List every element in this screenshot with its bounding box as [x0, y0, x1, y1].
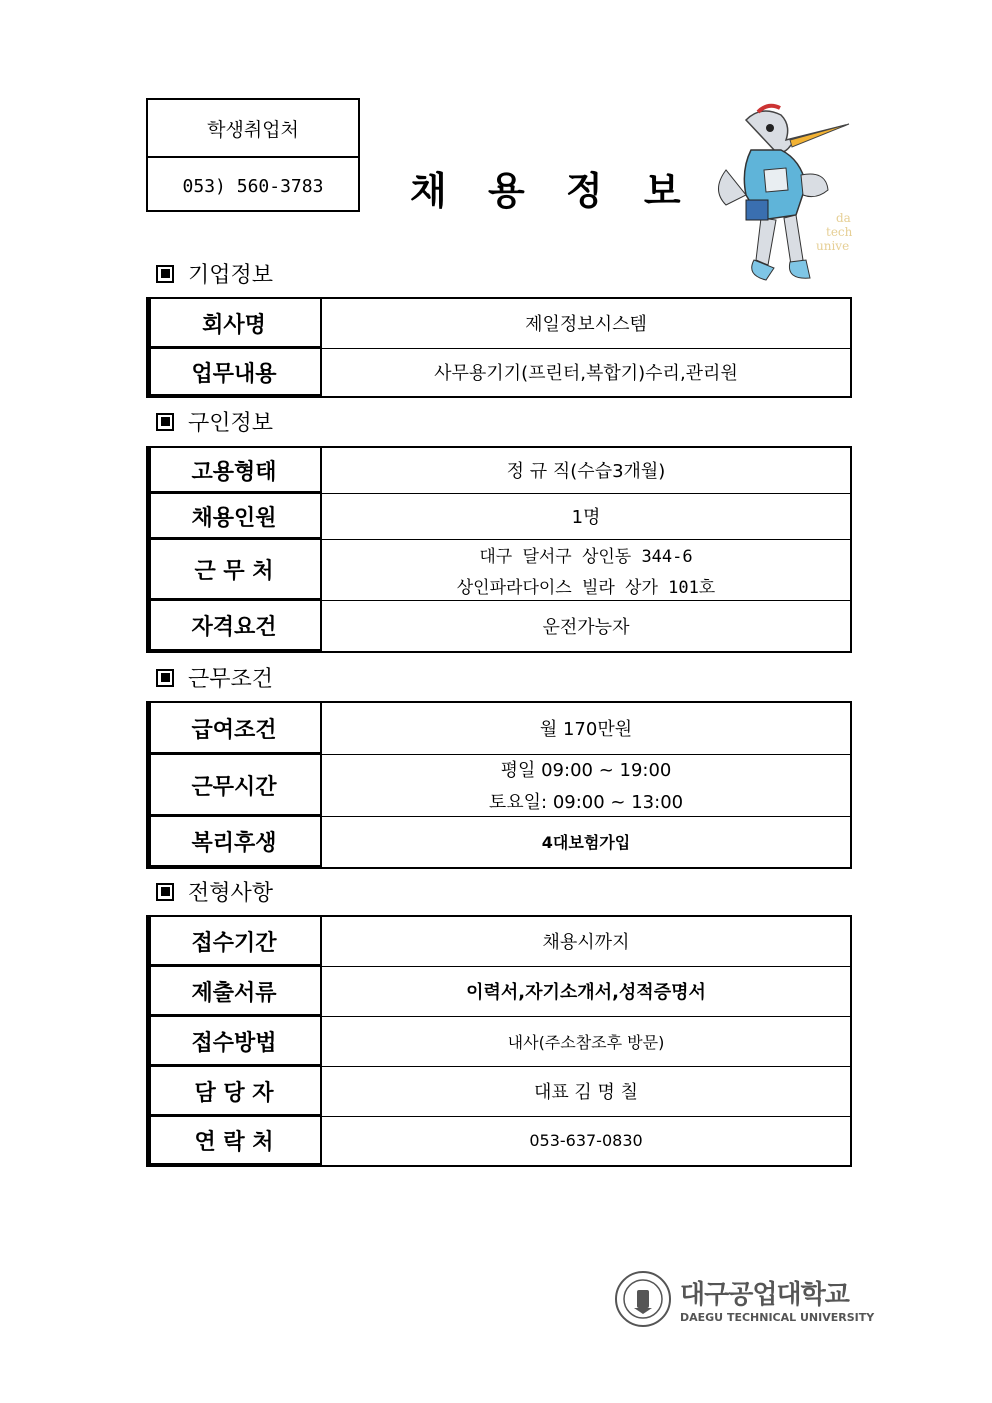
table-row: [147, 1116, 851, 1166]
table-row: [147, 298, 851, 348]
value-work-hours: [321, 754, 851, 816]
table-row: [147, 754, 851, 816]
value-qualification: 운전가능자: [321, 600, 851, 652]
section-heading-company: [156, 258, 273, 289]
work-hours-line-2: 토요일: 09:00 ~ 13:00: [488, 792, 684, 813]
value-documents: 이력서,자기소개서,성적증명서: [321, 966, 851, 1016]
section-heading-screening: [156, 876, 273, 907]
label-company-name: 회사명: [147, 298, 321, 348]
section-title: 구인정보: [188, 411, 274, 436]
value-contact-number: 053-637-0830: [321, 1116, 851, 1166]
square-bullet-icon: [156, 265, 174, 283]
mascot-watermark-3: unive: [816, 239, 850, 253]
table-row: [147, 493, 851, 539]
value-application-method: 내사(주소참조후 방문): [321, 1016, 851, 1066]
table-row: [147, 702, 851, 754]
table-row: [147, 600, 851, 652]
label-contact-number: 연 락 처: [147, 1116, 321, 1166]
university-name-en: DAEGU TECHNICAL UNIVERSITY: [680, 1311, 875, 1324]
label-qualification: 자격요건: [147, 600, 321, 652]
table-row: [147, 1016, 851, 1066]
work-hours-line-1: 평일 09:00 ~ 19:00: [500, 760, 672, 781]
label-contact-person: 담 당 자: [147, 1066, 321, 1116]
label-headcount: 채용인원: [147, 493, 321, 539]
section-title: 전형사항: [188, 881, 274, 906]
label-benefits: 복리후생: [147, 816, 321, 868]
value-benefits: 4대보험가입: [321, 816, 851, 868]
table-row: [147, 348, 851, 397]
table-row: [147, 916, 851, 966]
square-bullet-icon: [156, 883, 174, 901]
crane-mascot-icon: [706, 100, 856, 290]
value-application-period: 채용시까지: [321, 916, 851, 966]
table-row: [147, 966, 851, 1016]
section-title: 기업정보: [188, 263, 274, 288]
section-heading-conditions: [156, 662, 273, 693]
university-seal-icon: [614, 1270, 672, 1328]
section-title: 근무조건: [188, 667, 274, 692]
job-info-table: [146, 446, 852, 653]
label-workplace: 근 무 처: [147, 539, 321, 600]
label-application-period: 접수기간: [147, 916, 321, 966]
table-row: [147, 539, 851, 600]
workplace-line-2: 상인파라다이스 빌라 상가 101호: [456, 577, 716, 598]
conditions-table: [146, 701, 852, 869]
table-row: [147, 1066, 851, 1116]
label-salary: 급여조건: [147, 702, 321, 754]
label-work-hours: 근무시간: [147, 754, 321, 816]
value-employment-type: 정 규 직(수습3개월): [321, 447, 851, 493]
mascot-watermark-2: tech: [826, 225, 853, 239]
university-name-ko: 대구공업대학교: [680, 1280, 849, 1310]
table-row: [147, 816, 851, 868]
office-phone: 053) 560-3783: [148, 156, 358, 214]
label-employment-type: 고용형태: [147, 447, 321, 493]
workplace-line-1: 대구 달서구 상인동 344-6: [479, 546, 693, 567]
table-row: [147, 447, 851, 493]
value-job-duties: 사무용기기(프린터,복합기)수리,관리원: [321, 348, 851, 397]
value-company-name: 제일정보시스템: [321, 298, 851, 348]
university-logo: [614, 1270, 874, 1328]
company-info-table: [146, 297, 852, 398]
office-name: 학생취업처: [207, 118, 299, 141]
label-application-method: 접수방법: [147, 1016, 321, 1066]
value-workplace: [321, 539, 851, 600]
square-bullet-icon: [156, 669, 174, 687]
label-documents: 제출서류: [147, 966, 321, 1016]
value-salary: 월 170만원: [321, 702, 851, 754]
value-contact-person: 대표 김 명 칠: [321, 1066, 851, 1116]
page-title: 채 용 정 보: [410, 169, 695, 213]
label-job-duties: 업무내용: [147, 348, 321, 397]
screening-table: [146, 915, 852, 1167]
mascot-watermark-1: da: [836, 211, 851, 225]
value-headcount: 1명: [321, 493, 851, 539]
square-bullet-icon: [156, 413, 174, 431]
section-heading-job: [156, 406, 273, 437]
contact-box: [146, 98, 360, 212]
